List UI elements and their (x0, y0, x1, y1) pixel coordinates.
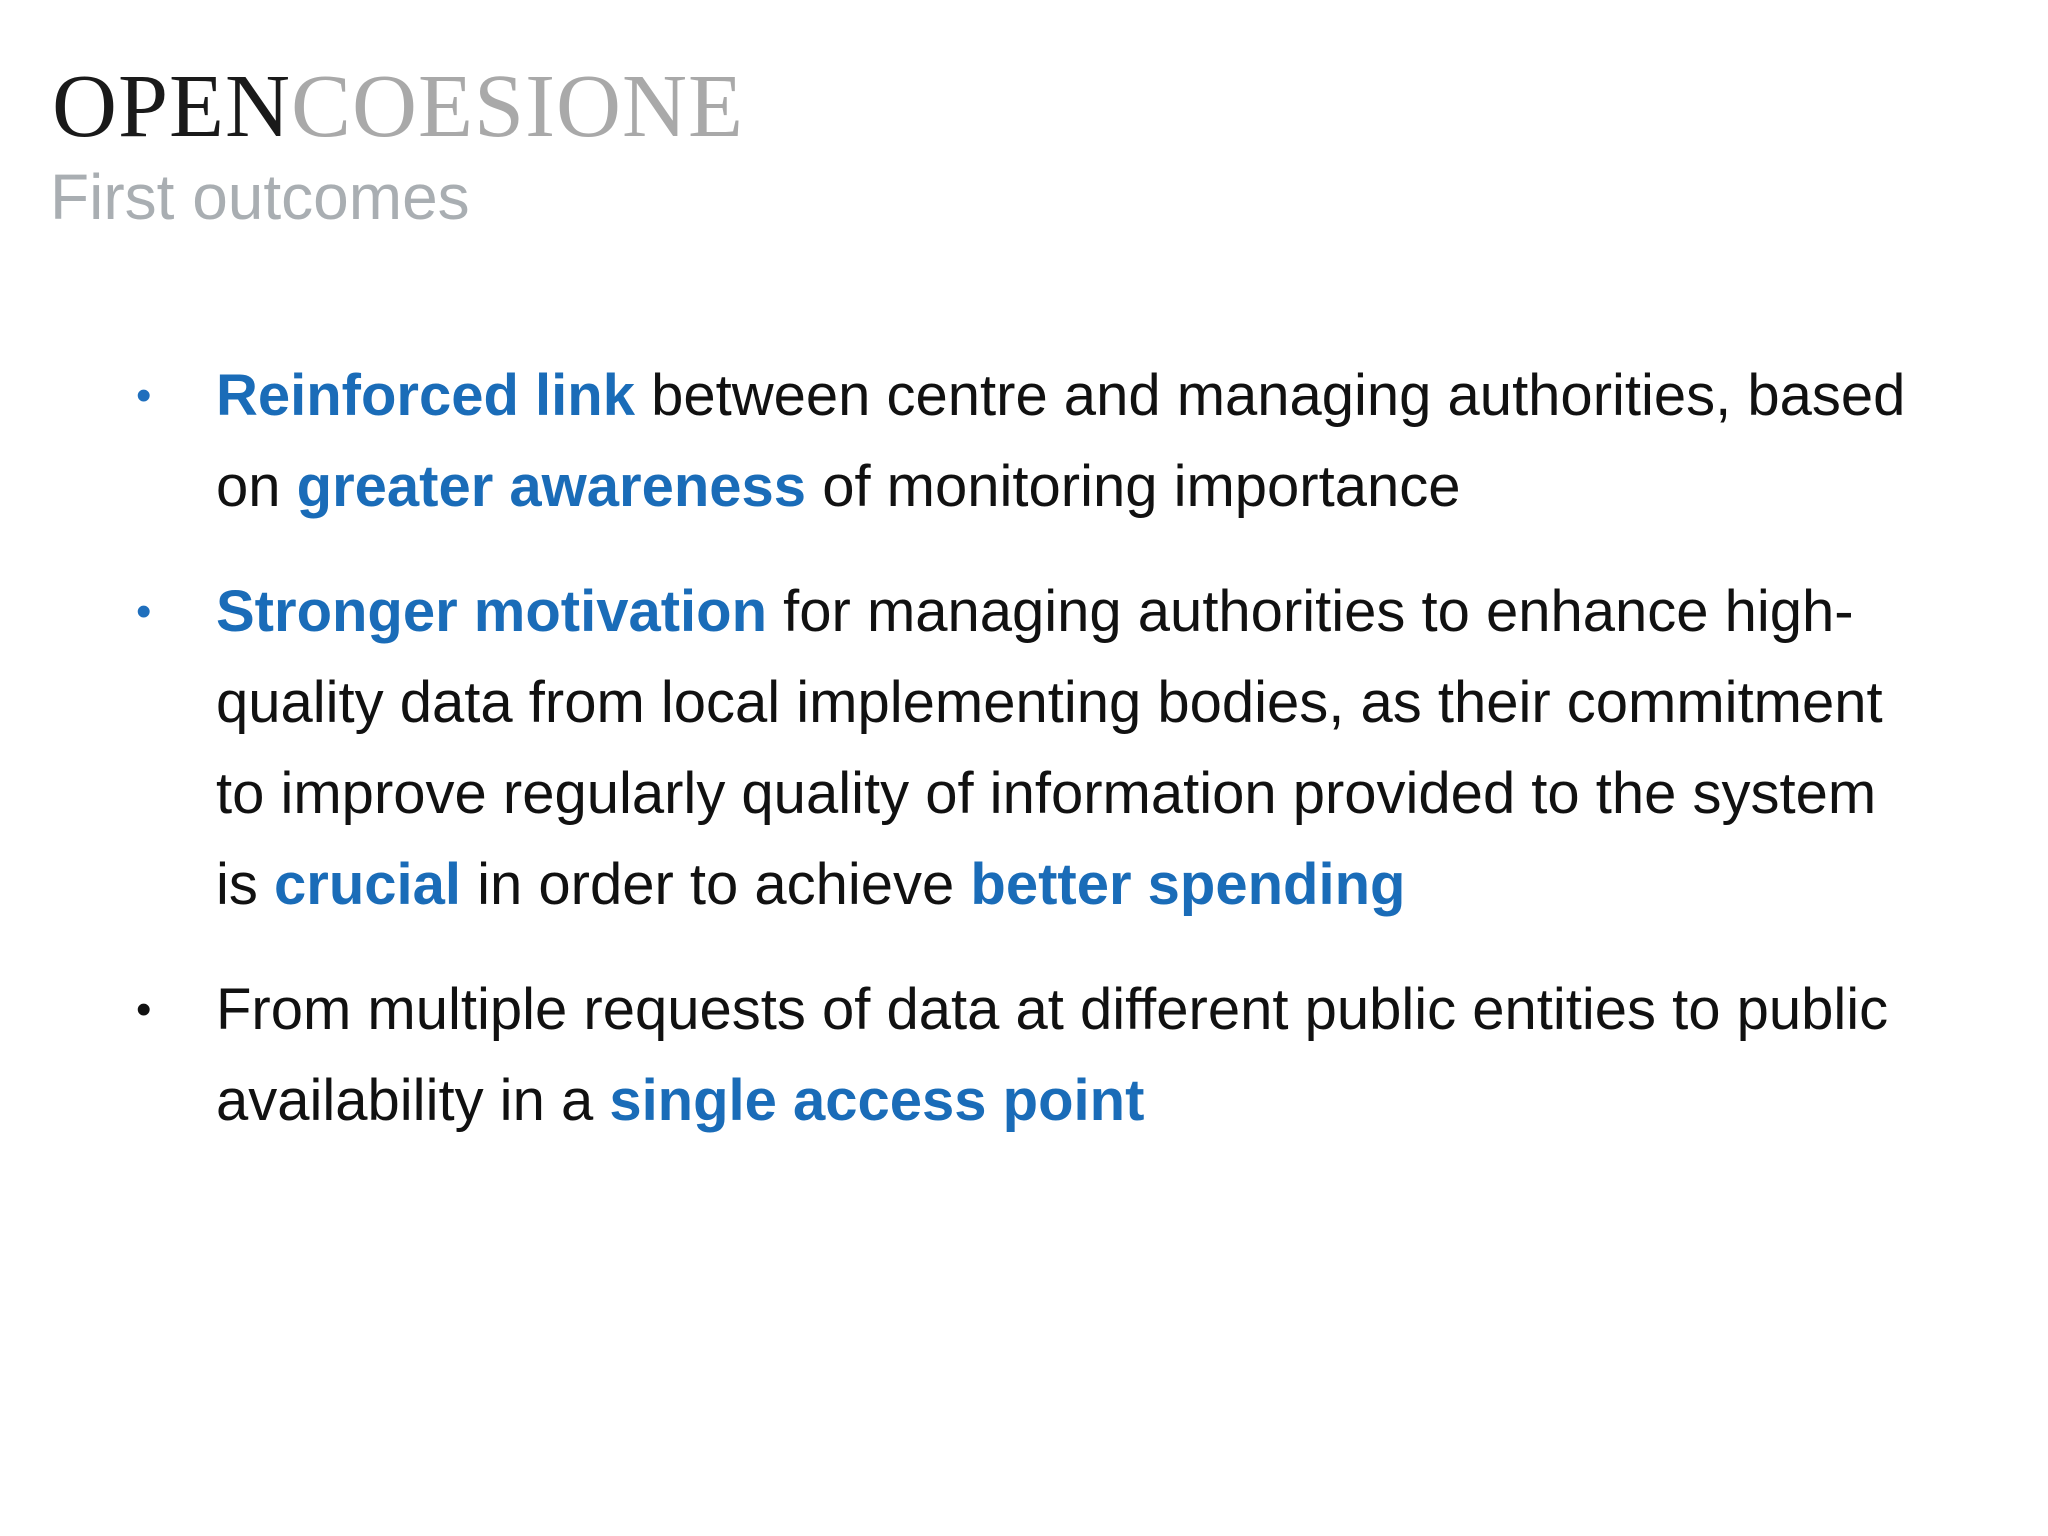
bullet-item-2 (136, 566, 1916, 930)
logo-coesione: COESIONE (291, 57, 745, 156)
bullet-list (136, 350, 1916, 1180)
bullet-marker: • (136, 587, 152, 636)
bullet-2-text-a: for managing authorities to enhance high-quality data from local implementing bodies, as their commitment to improve regularly quality of information provided to the system is (216, 579, 1883, 917)
bullet-marker: • (136, 985, 152, 1034)
bullet-1-highlight-greater-awareness: greater awareness (296, 454, 807, 519)
bullet-marker: • (136, 371, 152, 420)
logo-open: OPEN (52, 57, 292, 156)
slide-subtitle: First outcomes (50, 161, 470, 233)
bullet-2-highlight-stronger-motivation: Stronger motivation (216, 579, 768, 644)
bullet-1-text-a: between centre and managing authorities, based on (216, 363, 1906, 519)
bullet-2-highlight-crucial: crucial (274, 852, 461, 917)
bullet-3-text-a: From multiple requests of data at different public entities to public availability in a (216, 977, 1889, 1133)
bullet-1-text-b: of monitoring importance (806, 454, 1461, 519)
bullet-1-highlight-reinforced-link: Reinforced link (216, 363, 635, 428)
bullet-2-text-b: in order to achieve (461, 852, 971, 917)
bullet-item-3 (136, 964, 1916, 1146)
bullet-3-highlight-single-access-point: single access point (609, 1068, 1145, 1133)
bullet-2-highlight-better-spending: better spending (970, 852, 1406, 917)
bullet-item-1 (136, 350, 1916, 532)
opencoesione-logo (52, 57, 745, 156)
